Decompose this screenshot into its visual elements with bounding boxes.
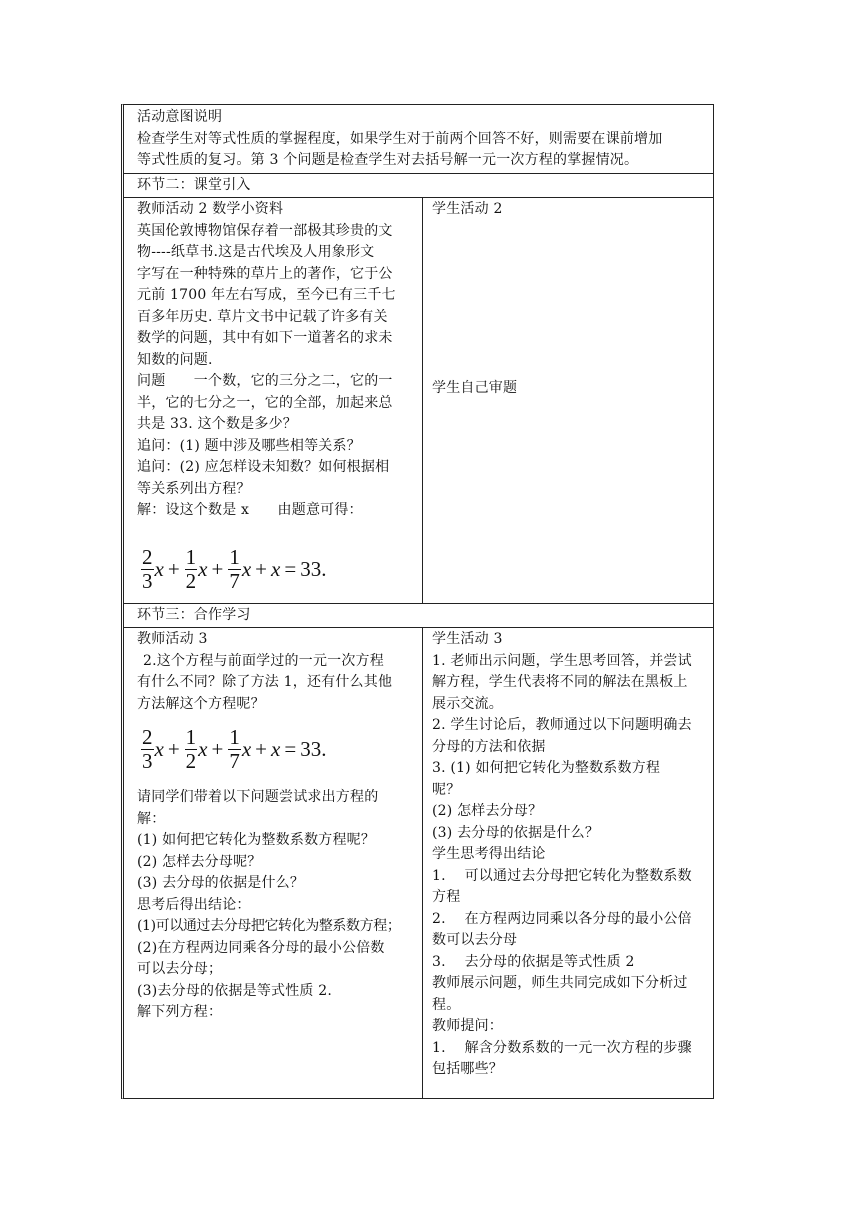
text-line: 展示交流。 (432, 695, 503, 712)
row-divider (124, 173, 713, 174)
text-line: 呢？ (432, 781, 461, 798)
teacher-activity-3-continued (137, 787, 419, 1024)
text-line: 数可以去分母 (432, 932, 518, 948)
text-line: 追问：(1) 题中涉及哪些相等关系？ (137, 437, 361, 454)
text-line: 方程 (432, 889, 461, 905)
section-title: 环节三：合作学习 (137, 607, 251, 623)
text-line: 解方程，学生代表将不同的解法在黑板上 (432, 674, 688, 690)
intent-line: 检查学生对等式性质的掌握程度，如果学生对于前两个回答不好，则需要在课前增加 (137, 130, 663, 147)
cell-header: 教师活动 2 数学小资料 (137, 201, 284, 217)
equation: $\frac{2}{3}$ x + $\frac{1}{2}$ x + $\frac{1}{7}$ x + x = 33. (142, 545, 327, 593)
text-line: 百多年历史. 草片文书中记载了许多有关 (137, 308, 388, 325)
text-line: 包括哪些？ (432, 1061, 503, 1077)
text-line: 共是 33. 这个数是多少？ (137, 416, 297, 432)
text-line: 2. 学生讨论后，教师通过以下问题明确去 (432, 717, 692, 733)
text-line: (2) 怎样去分母呢？ (137, 853, 262, 870)
fraction: $\frac{1}{2}$ (185, 545, 197, 593)
student-activity-2-note: 学生自己审题 (432, 380, 518, 396)
text-line: 数学的问题，其中有如下一道著名的求未 (137, 330, 393, 346)
lesson-table (121, 104, 714, 1099)
text-line: (3) 去分母的依据是什么？ (432, 824, 600, 841)
text-line: 分母的方法和依据 (432, 738, 546, 755)
fraction: $\frac{1}{2}$ (185, 725, 197, 773)
text-line: 解： (137, 810, 166, 827)
fraction: $\frac{1}{7}$ (229, 545, 240, 593)
text-line: 1. 解含分数系数的一元一次方程的步骤 (432, 1039, 692, 1056)
row-divider (124, 603, 713, 604)
text-line: (2)在方程两边同乘各分母的最小公倍数 (137, 939, 385, 956)
text-line: 3. 去分母的依据是等式性质 2 (432, 953, 635, 970)
column-divider (422, 627, 423, 1099)
row-divider (124, 627, 713, 628)
text-line: (1) 如何把它转化为整数系数方程呢？ (137, 832, 376, 848)
text-line: 程。 (432, 996, 461, 1013)
text-line: 思考后得出结论： (137, 896, 251, 913)
fraction: $\frac{2}{3}$ (142, 725, 153, 773)
text-line: 英国伦敦博物馆保存着一部极其珍贵的文 (137, 222, 393, 239)
fraction: $\frac{1}{7}$ (229, 725, 240, 773)
text-line: 知数的问题. (137, 351, 213, 368)
text-line: (2) 怎样去分母？ (432, 803, 543, 819)
text-line: 问题 一个数，它的三分之二，它的一 (137, 373, 393, 389)
intent-label: 活动意图说明 (137, 109, 223, 125)
teacher-activity-2 (137, 199, 419, 522)
text-line: 2.这个方程与前面学过的一元一次方程 (143, 652, 384, 669)
fraction: $\frac{2}{3}$ (142, 545, 153, 593)
text-line: 有什么不同？除了方法 1，还有什么其他 (137, 674, 393, 690)
text-line: 追问：(2) 应怎样设未知数？如何根据相 (137, 459, 390, 475)
text-line: 请同学们带着以下问题尝试求出方程的 (137, 789, 379, 805)
text-line: 解下列方程： (137, 1004, 223, 1020)
text-line: 半，它的七分之一，它的全部，加起来总 (137, 394, 393, 411)
cell-header: 教师活动 3 (137, 631, 208, 647)
text-line: 字写在一种特殊的草片上的著作，它于公 (137, 265, 393, 282)
teacher-activity-3 (137, 629, 419, 715)
text-line: 教师展示问题，师生共同完成如下分析过 (432, 975, 688, 991)
column-divider (422, 197, 423, 603)
student-activity-3 (432, 629, 714, 1081)
text-line: (1)可以通过去分母把它转化为整系数方程； (137, 918, 401, 934)
text-line: 可以去分母； (137, 961, 223, 977)
text-line: 等关系列出方程？ (137, 480, 251, 497)
cell-header: 学生活动 3 (432, 631, 503, 647)
text-line: 方法解这个方程呢？ (137, 695, 265, 712)
text-line: 元前 1700 年左右写成，至今已有三千七 (137, 287, 396, 303)
text-line: 学生思考得出结论 (432, 846, 546, 862)
student-activity-2-header: 学生活动 2 (432, 201, 503, 217)
text-line: (3) 去分母的依据是什么？ (137, 875, 305, 891)
equation: $\frac{2}{3}$ x + $\frac{1}{2}$ x + $\frac{1}{7}$ x + x = 33. (142, 725, 327, 773)
text-line: 2. 在方程两边同乘以各分母的最小公倍 (432, 910, 692, 927)
intent-cell (137, 107, 712, 172)
text-line: 物----纸草书.这是古代埃及人用象形文 (137, 244, 375, 260)
text-line: 1. 可以通过去分母把它转化为整数系数 (432, 867, 692, 884)
row-divider (124, 197, 713, 198)
section-title: 环节二：课堂引入 (137, 177, 251, 193)
text-line: (3)去分母的依据是等式性质 2. (137, 982, 333, 999)
intent-line: 等式性质的复习。第 3 个问题是检查学生对去括号解一元一次方程的掌握情况。 (137, 152, 639, 168)
text-line: 教师提问： (432, 1018, 503, 1034)
text-line: 3. (1) 如何把它转化为整数系数方程 (432, 760, 661, 776)
text-line: 解：设这个数是 x 由题意可得： (137, 502, 363, 518)
text-line: 1. 老师出示问题，学生思考回答，并尝试 (432, 652, 692, 669)
